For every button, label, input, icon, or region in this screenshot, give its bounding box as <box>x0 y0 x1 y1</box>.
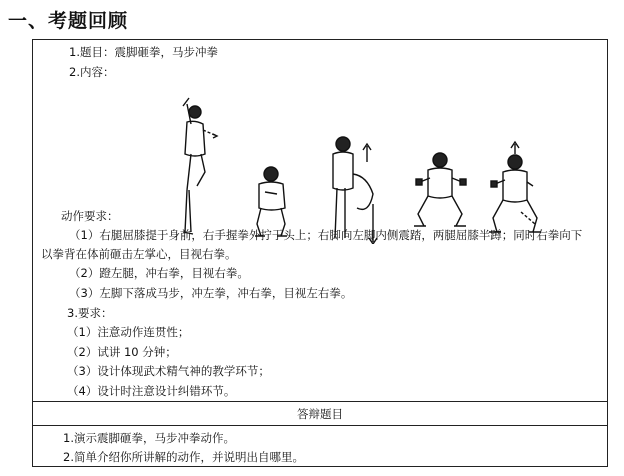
figure-squat-icon <box>255 167 287 236</box>
figure-horse-stance-punch-icon <box>414 153 466 226</box>
requirement-item: （1）注意动作连贯性； <box>67 325 190 339</box>
action-item: （1）右腿屈膝提于身前，右手握拳外拧于头上；右脚向左脚内侧震踏，两腿屈膝半蹲；同时右拳向下 <box>69 228 583 242</box>
section-title: 一、考题回顾 <box>8 10 129 32</box>
action-item: （3）左脚下落成马步，冲左拳，冲右拳，目视左右拳。 <box>69 286 353 300</box>
divider <box>33 425 607 426</box>
action-title: 动作要求： <box>61 209 119 223</box>
divider <box>33 401 607 402</box>
content-label: 2.内容： <box>69 65 115 79</box>
figure-horse-stance-right-punch-icon <box>489 142 541 232</box>
topic-line: 1.题目：震脚砸拳，马步冲拳 <box>69 45 218 59</box>
answer-header: 答辩题目 <box>297 407 343 421</box>
question-frame <box>32 39 608 467</box>
figure-strip <box>173 94 553 244</box>
figure-knee-raise-icon <box>183 98 217 234</box>
answer-item: 2.简单介绍你所讲解的动作，并说明出自哪里。 <box>63 450 304 464</box>
requirement-item: （3）设计体现武术精气神的教学环节； <box>67 364 270 378</box>
action-item: （2）蹬左腿，冲右拳，目视右拳。 <box>69 266 249 280</box>
requirements-title: 3.要求： <box>67 306 113 320</box>
requirement-item: （2）试讲 10 分钟； <box>67 345 177 359</box>
answer-item: 1.演示震脚砸拳，马步冲拳动作。 <box>63 431 235 445</box>
action-item: 以拳背在体前砸击左掌心，目视右拳。 <box>41 247 237 261</box>
requirement-item: （4）设计时注意设计纠错环节。 <box>67 384 236 398</box>
